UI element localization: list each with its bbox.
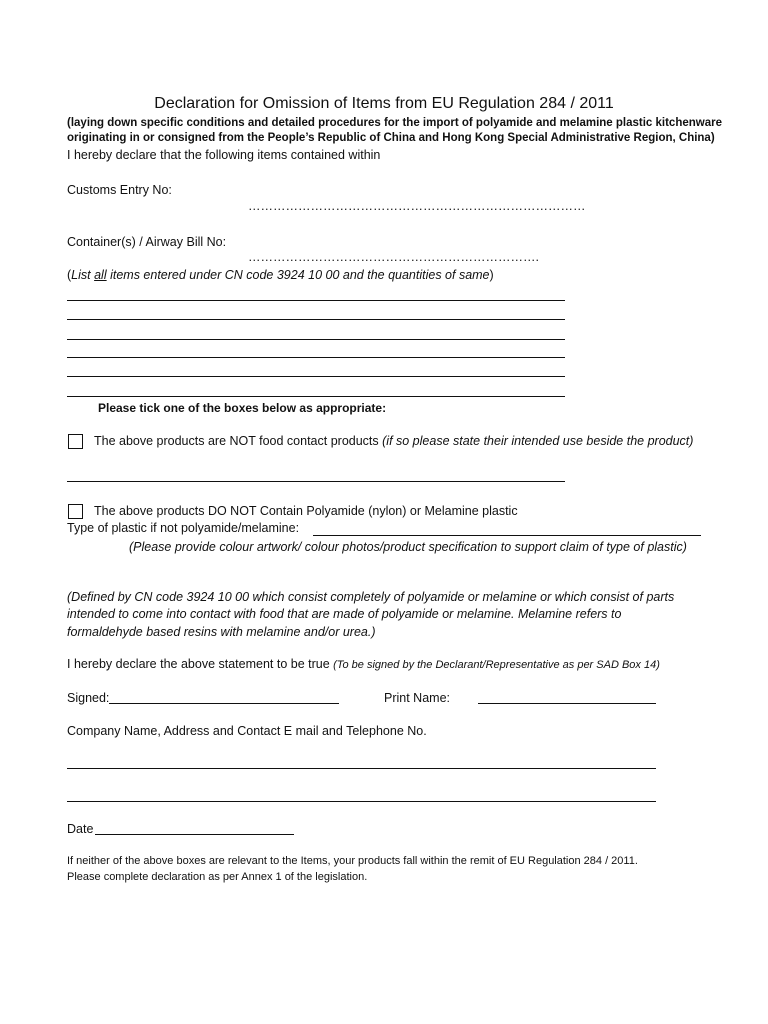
company-field-line[interactable] bbox=[67, 801, 656, 802]
footer-line: If neither of the above boxes are relevant to the Items, your products fall within the remit of EU Regulation 284 / 2011. bbox=[67, 855, 638, 867]
item-line[interactable] bbox=[67, 339, 565, 340]
option-2-checkbox[interactable] bbox=[68, 504, 83, 519]
item-line[interactable] bbox=[67, 357, 565, 358]
document-title: Declaration for Omission of Items from EU Regulation 284 / 2011 bbox=[154, 95, 614, 112]
company-label: Company Name, Address and Contact E mail and Telephone No. bbox=[67, 724, 427, 738]
plastic-type-note: (Please provide colour artwork/ colour photos/product specification to support claim of type of plastic) bbox=[129, 540, 687, 554]
footer-line: Please complete declaration as per Annex 1 of the legislation. bbox=[67, 871, 368, 883]
option-1-text bbox=[94, 434, 693, 448]
option-2-label: The above products DO NOT Contain Polyamide (nylon) or Melamine plastic bbox=[94, 504, 518, 518]
declare-note: (To be signed by the Declarant/Representative as per SAD Box 14) bbox=[333, 659, 660, 671]
plastic-type-label: Type of plastic if not polyamide/melamine: bbox=[67, 521, 300, 535]
declare-statement bbox=[67, 657, 660, 671]
subtitle-line-2: originating in or consigned from the People’s Republic of China and Hong Kong Special Administrative Region, China) bbox=[67, 132, 715, 144]
list-instruction-all: all bbox=[94, 268, 107, 282]
subtitle-line-1: (laying down specific conditions and detailed procedures for the import of polyamide and melamine plastic kitchenware bbox=[67, 117, 722, 129]
list-instruction bbox=[67, 268, 494, 282]
date-label: Date bbox=[67, 822, 94, 836]
definition-line: intended to come into contact with food that are made of polyamide or melamine. Melamine refers to bbox=[67, 607, 622, 621]
item-line[interactable] bbox=[67, 300, 565, 301]
container-label: Container(s) / Airway Bill No: bbox=[67, 235, 227, 249]
print-name-label: Print Name: bbox=[384, 691, 450, 705]
item-line[interactable] bbox=[67, 319, 565, 320]
date-field[interactable] bbox=[95, 834, 294, 835]
definition-line: formaldehyde based resins with melamine and/or urea.) bbox=[67, 625, 376, 639]
customs-entry-field[interactable]: ……………………………………………………………………… bbox=[248, 199, 586, 213]
signature-field[interactable] bbox=[109, 703, 339, 704]
declare-text: I hereby declare the above statement to be true bbox=[67, 657, 334, 671]
item-line[interactable] bbox=[67, 396, 565, 397]
option-1-label: The above products are NOT food contact products bbox=[94, 434, 383, 448]
list-instruction-part2: items entered under CN code 3924 10 00 and the quantities of same bbox=[106, 268, 490, 282]
plastic-type-field[interactable] bbox=[313, 535, 701, 536]
company-field-line[interactable] bbox=[67, 768, 656, 769]
list-instruction-open: ( bbox=[67, 268, 72, 282]
signed-label: Signed: bbox=[67, 691, 110, 705]
item-line[interactable] bbox=[67, 376, 565, 377]
tick-instruction: Please tick one of the boxes below as appropriate: bbox=[98, 401, 387, 415]
print-name-field[interactable] bbox=[478, 703, 656, 704]
intended-use-line[interactable] bbox=[67, 481, 565, 482]
definition-line: (Defined by CN code 3924 10 00 which consist completely of polyamide or melamine or which consist of parts bbox=[67, 590, 675, 604]
customs-entry-label: Customs Entry No: bbox=[67, 183, 172, 197]
list-instruction-close: ) bbox=[489, 268, 494, 282]
option-1-note: (if so please state their intended use beside the product) bbox=[382, 434, 694, 448]
intro-text: I hereby declare that the following items contained within bbox=[67, 148, 381, 162]
list-instruction-part1: List bbox=[71, 268, 95, 282]
container-field[interactable]: ……………………………………………………………. bbox=[248, 250, 539, 264]
option-1-checkbox[interactable] bbox=[68, 434, 83, 449]
